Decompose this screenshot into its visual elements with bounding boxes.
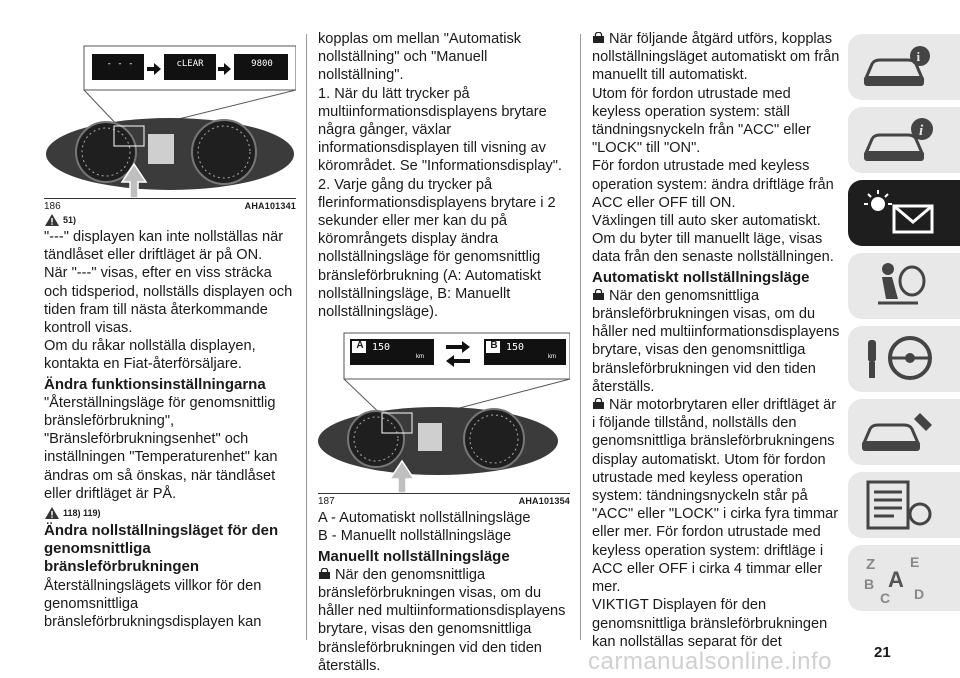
column-divider <box>580 34 581 640</box>
tab-safety[interactable] <box>848 253 960 319</box>
car-info-icon <box>858 40 942 94</box>
paragraph-text: När följande åtgärd utförs, kopplas nollställningsläget automatiskt om från manuellt till automatiskt. <box>592 31 840 84</box>
paragraph: 2. Varje gång du trycker på flerinformationsdisplayens brytare i 2 sekunder eller mer kan du på körområngets display ändra nollställningsläge för genomsnittlig bränsleförbrukning (A: Automatiskt nollställningsläge, B: Manuellt nollställningsläge). <box>318 176 556 321</box>
instrument-cluster-illustration <box>44 30 296 198</box>
chapter-tabs <box>848 34 960 618</box>
watermark: carmanualsonline.info <box>588 648 832 675</box>
list-icon <box>858 478 942 532</box>
tab-technical-data[interactable] <box>848 472 960 538</box>
column-2 <box>318 30 570 675</box>
section-heading: Manuellt nollställningsläge <box>318 547 510 565</box>
display-value-b: 150 <box>506 342 525 354</box>
warning-ref-label: 118) 119) <box>63 508 101 519</box>
figure-number: 187 <box>318 496 335 508</box>
display-unit-a: km <box>416 354 424 361</box>
figure-code: AHA101341 <box>244 201 296 211</box>
section-heading: Automatiskt nollställningsläge <box>592 268 810 286</box>
index-letter-e: E <box>910 554 920 570</box>
paragraph: För fordon utrustade med keyless operation system: ändra driftläge från ACC eller OFF till ON. <box>592 158 834 211</box>
index-letter-d: D <box>914 586 925 602</box>
display-distance: 9800 <box>251 59 273 69</box>
column-1 <box>44 30 296 631</box>
figure-caption-186 <box>44 198 296 212</box>
paragraph <box>592 30 840 85</box>
display-unit-b: km <box>548 354 556 361</box>
tab-starting-driving[interactable] <box>848 326 960 392</box>
mode-label-b: B <box>490 340 498 352</box>
warning-light-icon <box>858 186 942 240</box>
paragraph: VIKTIGT Displayen för den genomsnittliga bränsleförbrukningen kan nollställas separat för det <box>592 597 828 650</box>
column-divider <box>306 34 307 640</box>
car-service-icon <box>858 405 942 459</box>
airbag-icon <box>858 259 942 313</box>
warning-ref-2 <box>44 506 296 520</box>
key-bullet-icon <box>592 289 606 301</box>
paragraph: Växlingen till auto sker automatiskt. Om du byter till manuellt läge, visas data från den senaste nollställningen. <box>592 213 834 266</box>
paragraph: När "---" visas, efter en viss sträcka och tidsperiod, nollställs displayen och tiden fram till nästa återkommande kontroll visas. <box>44 265 293 337</box>
page-number: 21 <box>874 644 891 661</box>
column-3 <box>592 30 840 651</box>
paragraph-text: När den genomsnittliga bränsleförbrukningen visas, om du håller ned multiinformationsdisplayens brytare, visas den genomsnittliga bränsleförbrukningen vid den tiden återställs. <box>318 566 566 674</box>
figure-code: AHA101354 <box>518 496 570 507</box>
paragraph-text: När den genomsnittliga bränsleförbrukningen visas, om du håller ned multiinformationsdisplayens brytare, visas den genomsnittliga bränsleförbrukningen vid den tiden återställs. <box>592 287 840 395</box>
key-bullet-icon <box>318 568 332 580</box>
index-letter-a: A <box>888 567 904 592</box>
index-letter-z: Z <box>866 556 876 573</box>
warning-ref-1 <box>44 213 296 227</box>
figure-caption-187 <box>318 493 570 507</box>
svg-text:i: i <box>916 49 921 64</box>
display-value-a: 150 <box>372 342 391 354</box>
display-dashes: - - - <box>106 59 134 69</box>
paragraph: 1. När du lätt trycker på multiinformationsdisplayens brytare några gånger, växlar informationsdisplayen till visning av körområdet. Se "Informationsdisplay". <box>318 85 562 175</box>
paragraph <box>592 396 840 596</box>
paragraph: "---" displayen kan inte nollställas när tändlåset eller driftläget är på ON. <box>44 229 284 264</box>
paragraph: "Återställningsläge för genomsnittlig bränsleförbrukning", "Bränsleförbrukningsenhet" och inställningen "Temperaturenhet" kan ändras om så önskas, när tändlåset eller driftläget är PÅ. <box>44 394 278 502</box>
section-heading: Ändra funktionsinställningarna <box>44 375 266 393</box>
svg-text:i: i <box>919 123 924 139</box>
index-letter-c: C <box>880 590 891 605</box>
paragraph: B - Manuellt nollställningsläge <box>318 528 512 545</box>
warning-triangle-icon <box>44 506 60 520</box>
tab-car-info-i[interactable] <box>848 107 960 173</box>
paragraph: Utom för fordon utrustade med keyless operation system: ställ tändningsnyckeln från "ACC" eller "LOCK" till "ON". <box>592 85 811 157</box>
warning-triangle-icon <box>44 213 60 227</box>
figure-187 <box>318 329 570 493</box>
figure-186 <box>44 30 296 198</box>
paragraph <box>318 566 570 675</box>
paragraph-text: När motorbrytaren eller driftläget är i följande tillstånd, nollställs den genomsnittliga bränsleförbrukningens display automatiskt. Utom för fordon utrustade med keyless operation system: tändningsnyckeln står på "ACC" eller "LOCK" i cirka fyra timmar eller mer. För fordon utrustade med keyless operation system: driftläge i ACC eller OFF i cirka 4 timmar eller mer. <box>592 397 839 596</box>
key-bullet-icon <box>592 398 606 410</box>
alphabet-index-icon <box>858 551 942 605</box>
tab-car-info[interactable] <box>848 34 960 100</box>
figure-number: 186 <box>44 201 61 212</box>
tab-warning-lights[interactable] <box>848 180 960 246</box>
display-clear: cLEAR <box>176 59 204 69</box>
tab-emergency[interactable] <box>848 399 960 465</box>
paragraph <box>592 287 840 396</box>
mode-label-a: A <box>356 340 364 352</box>
car-info-i-icon <box>858 113 942 167</box>
tab-index[interactable] <box>848 545 960 611</box>
paragraph: Om du råkar nollställa displayen, kontakta en Fiat-återförsäljare. <box>44 338 256 373</box>
paragraph: Återställningslägets villkor för den genomsnittliga bränsleförbrukningsdisplayen kan <box>44 577 262 631</box>
instrument-cluster-illustration <box>318 329 570 493</box>
paragraph: A - Automatiskt nollställningsläge <box>318 510 531 527</box>
warning-ref-label: 51) <box>63 215 77 225</box>
paragraph: kopplas om mellan "Automatisk nollställning" och "Manuell nollställning". <box>318 31 522 84</box>
steering-key-icon <box>858 332 942 386</box>
key-bullet-icon <box>592 32 606 44</box>
index-letter-b: B <box>864 576 875 592</box>
section-heading: Ändra nollställningsläget för den genomsnittliga bränsleförbrukningen <box>44 522 279 576</box>
